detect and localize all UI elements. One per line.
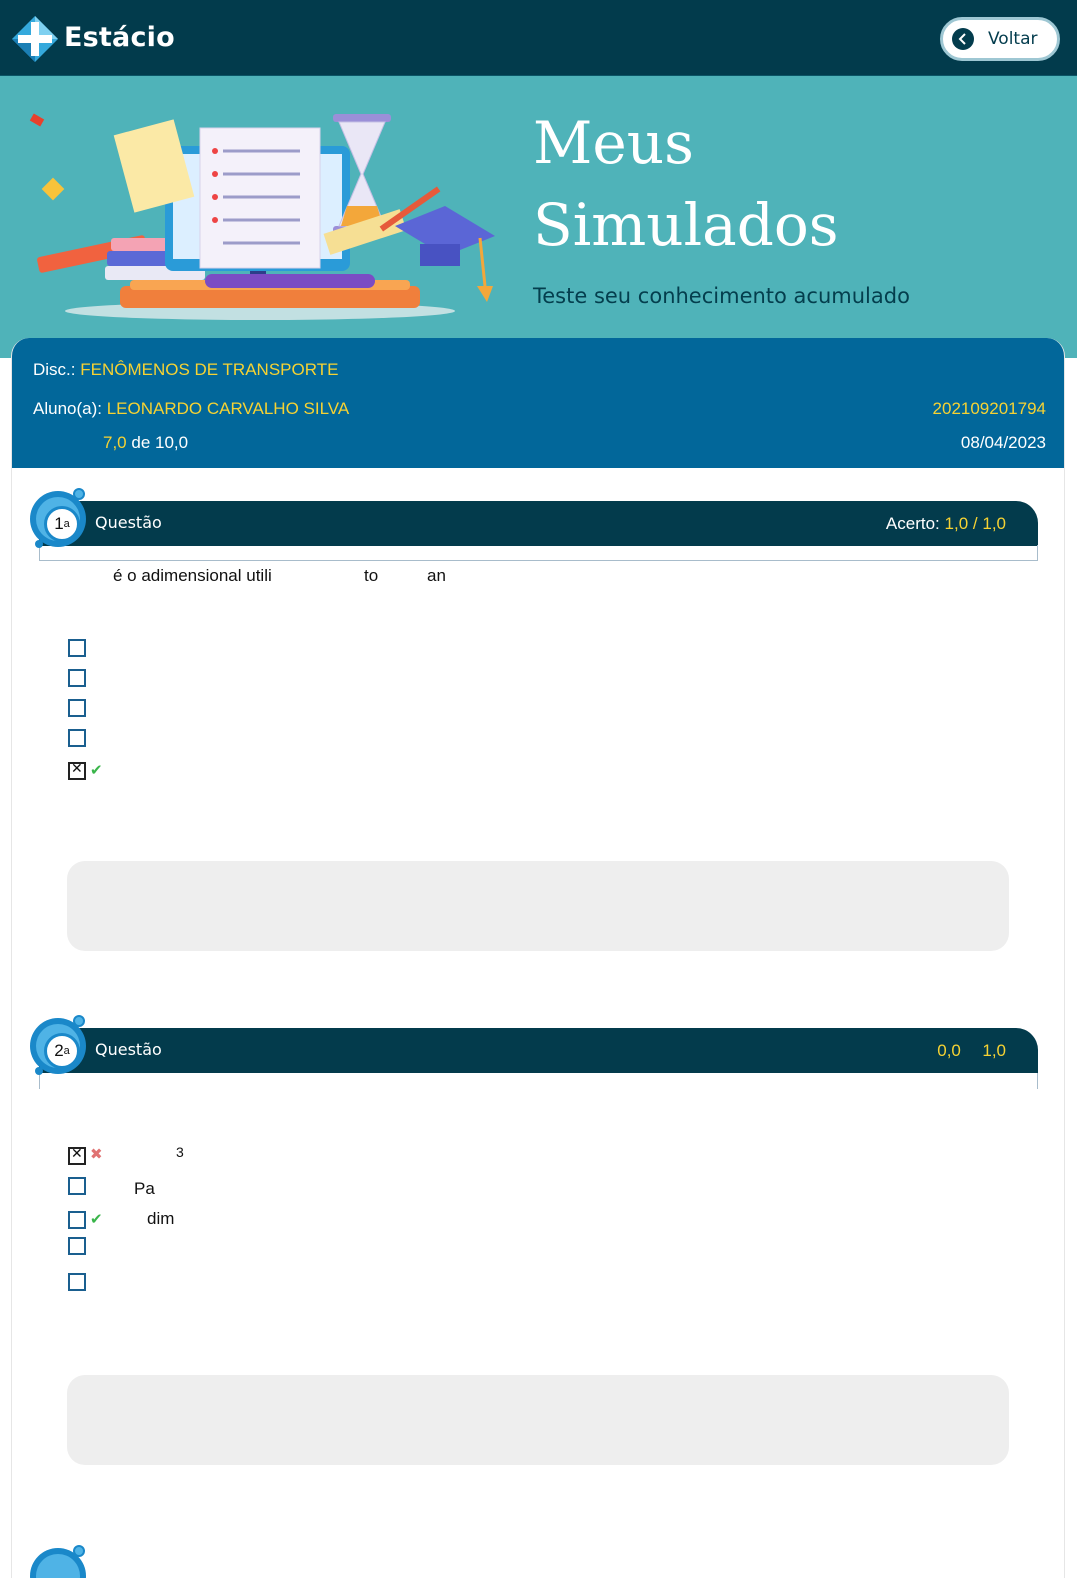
back-button-label: Voltar: [988, 29, 1038, 49]
discipline-label: Disc.:: [33, 360, 76, 379]
question-number: 2: [54, 1041, 64, 1060]
student-name: LEONARDO CARVALHO SILVA: [106, 399, 350, 418]
check-icon: ✔: [90, 761, 103, 779]
option-text-fragment: dim: [147, 1209, 175, 1228]
question-2-score: [937, 1041, 1006, 1061]
question-2-frame: [39, 1073, 1038, 1089]
question-number-1: [44, 506, 80, 542]
option-checkbox[interactable]: [68, 699, 86, 717]
discipline-value: FENÔMENOS DE TRANSPORTE: [80, 360, 339, 379]
score-earned: 1,0: [944, 514, 969, 533]
exam-info-panel: [12, 338, 1065, 468]
logo-text: Estácio: [64, 22, 175, 53]
hero-title-line1: Meus: [533, 109, 694, 177]
discipline-row: [33, 360, 338, 380]
question-badge-icon: [27, 1543, 89, 1578]
option-checkbox[interactable]: [68, 669, 86, 687]
exam-date: 08/04/2023: [960, 433, 1046, 452]
score-max: 1,0: [982, 514, 1006, 533]
score-value: 7,0: [103, 433, 127, 452]
score-earned: 0,0: [937, 1041, 961, 1060]
hero-title-line2: Simulados: [533, 191, 839, 259]
student-label: Aluno(a):: [33, 399, 102, 418]
option-checkbox[interactable]: [68, 639, 86, 657]
option-text-fragment: 3: [176, 1144, 184, 1160]
question-label: Questão: [95, 1040, 162, 1059]
explanation-box: [67, 861, 1009, 951]
option-checkbox[interactable]: [68, 729, 86, 747]
hero-banner: [0, 76, 1077, 358]
option-checkbox[interactable]: [68, 1211, 86, 1229]
option-checkbox[interactable]: [68, 1273, 86, 1291]
chevron-left-icon: [952, 28, 974, 50]
question-ordinal: a: [63, 518, 70, 530]
option-checkbox[interactable]: [68, 1237, 86, 1255]
option-checkbox-checked[interactable]: [68, 1147, 86, 1165]
question-number: 1: [54, 514, 64, 533]
score-row: [103, 433, 188, 453]
score-total: de 10,0: [131, 433, 189, 452]
top-bar: [0, 0, 1077, 76]
option-text-fragment: Pa: [134, 1179, 155, 1198]
results-card: [11, 338, 1065, 1578]
study-illustration-icon: [25, 106, 505, 321]
question-ordinal: a: [63, 1045, 70, 1057]
question-label: Questão: [95, 513, 162, 532]
cross-icon: ✖: [90, 1145, 103, 1163]
question-2-header: [39, 1028, 1038, 1073]
question-1-text-fragment: to: [364, 566, 379, 585]
option-checkbox-checked[interactable]: [68, 762, 86, 780]
check-icon: ✔: [90, 1210, 103, 1228]
question-1-score: [886, 514, 1006, 534]
hero-subtitle: Teste seu conhecimento acumulado: [533, 284, 910, 308]
score-max: 1,0: [982, 1041, 1006, 1060]
estacio-logo-icon: [10, 14, 60, 64]
registration-number: 202109201794: [932, 399, 1046, 418]
question-1-header: [39, 501, 1038, 546]
question-number-2: [44, 1033, 80, 1069]
option-checkbox[interactable]: [68, 1177, 86, 1195]
student-row: [33, 399, 349, 419]
hero-title: [533, 102, 839, 266]
score-separator: /: [972, 514, 978, 533]
question-1-text-fragment: é o adimensional utili: [113, 566, 272, 585]
explanation-box: [67, 1375, 1009, 1465]
question-1-text-fragment: an: [427, 566, 446, 585]
score-label: Acerto:: [885, 514, 940, 533]
back-button[interactable]: [940, 17, 1060, 61]
question-1-frame: [39, 545, 1038, 561]
